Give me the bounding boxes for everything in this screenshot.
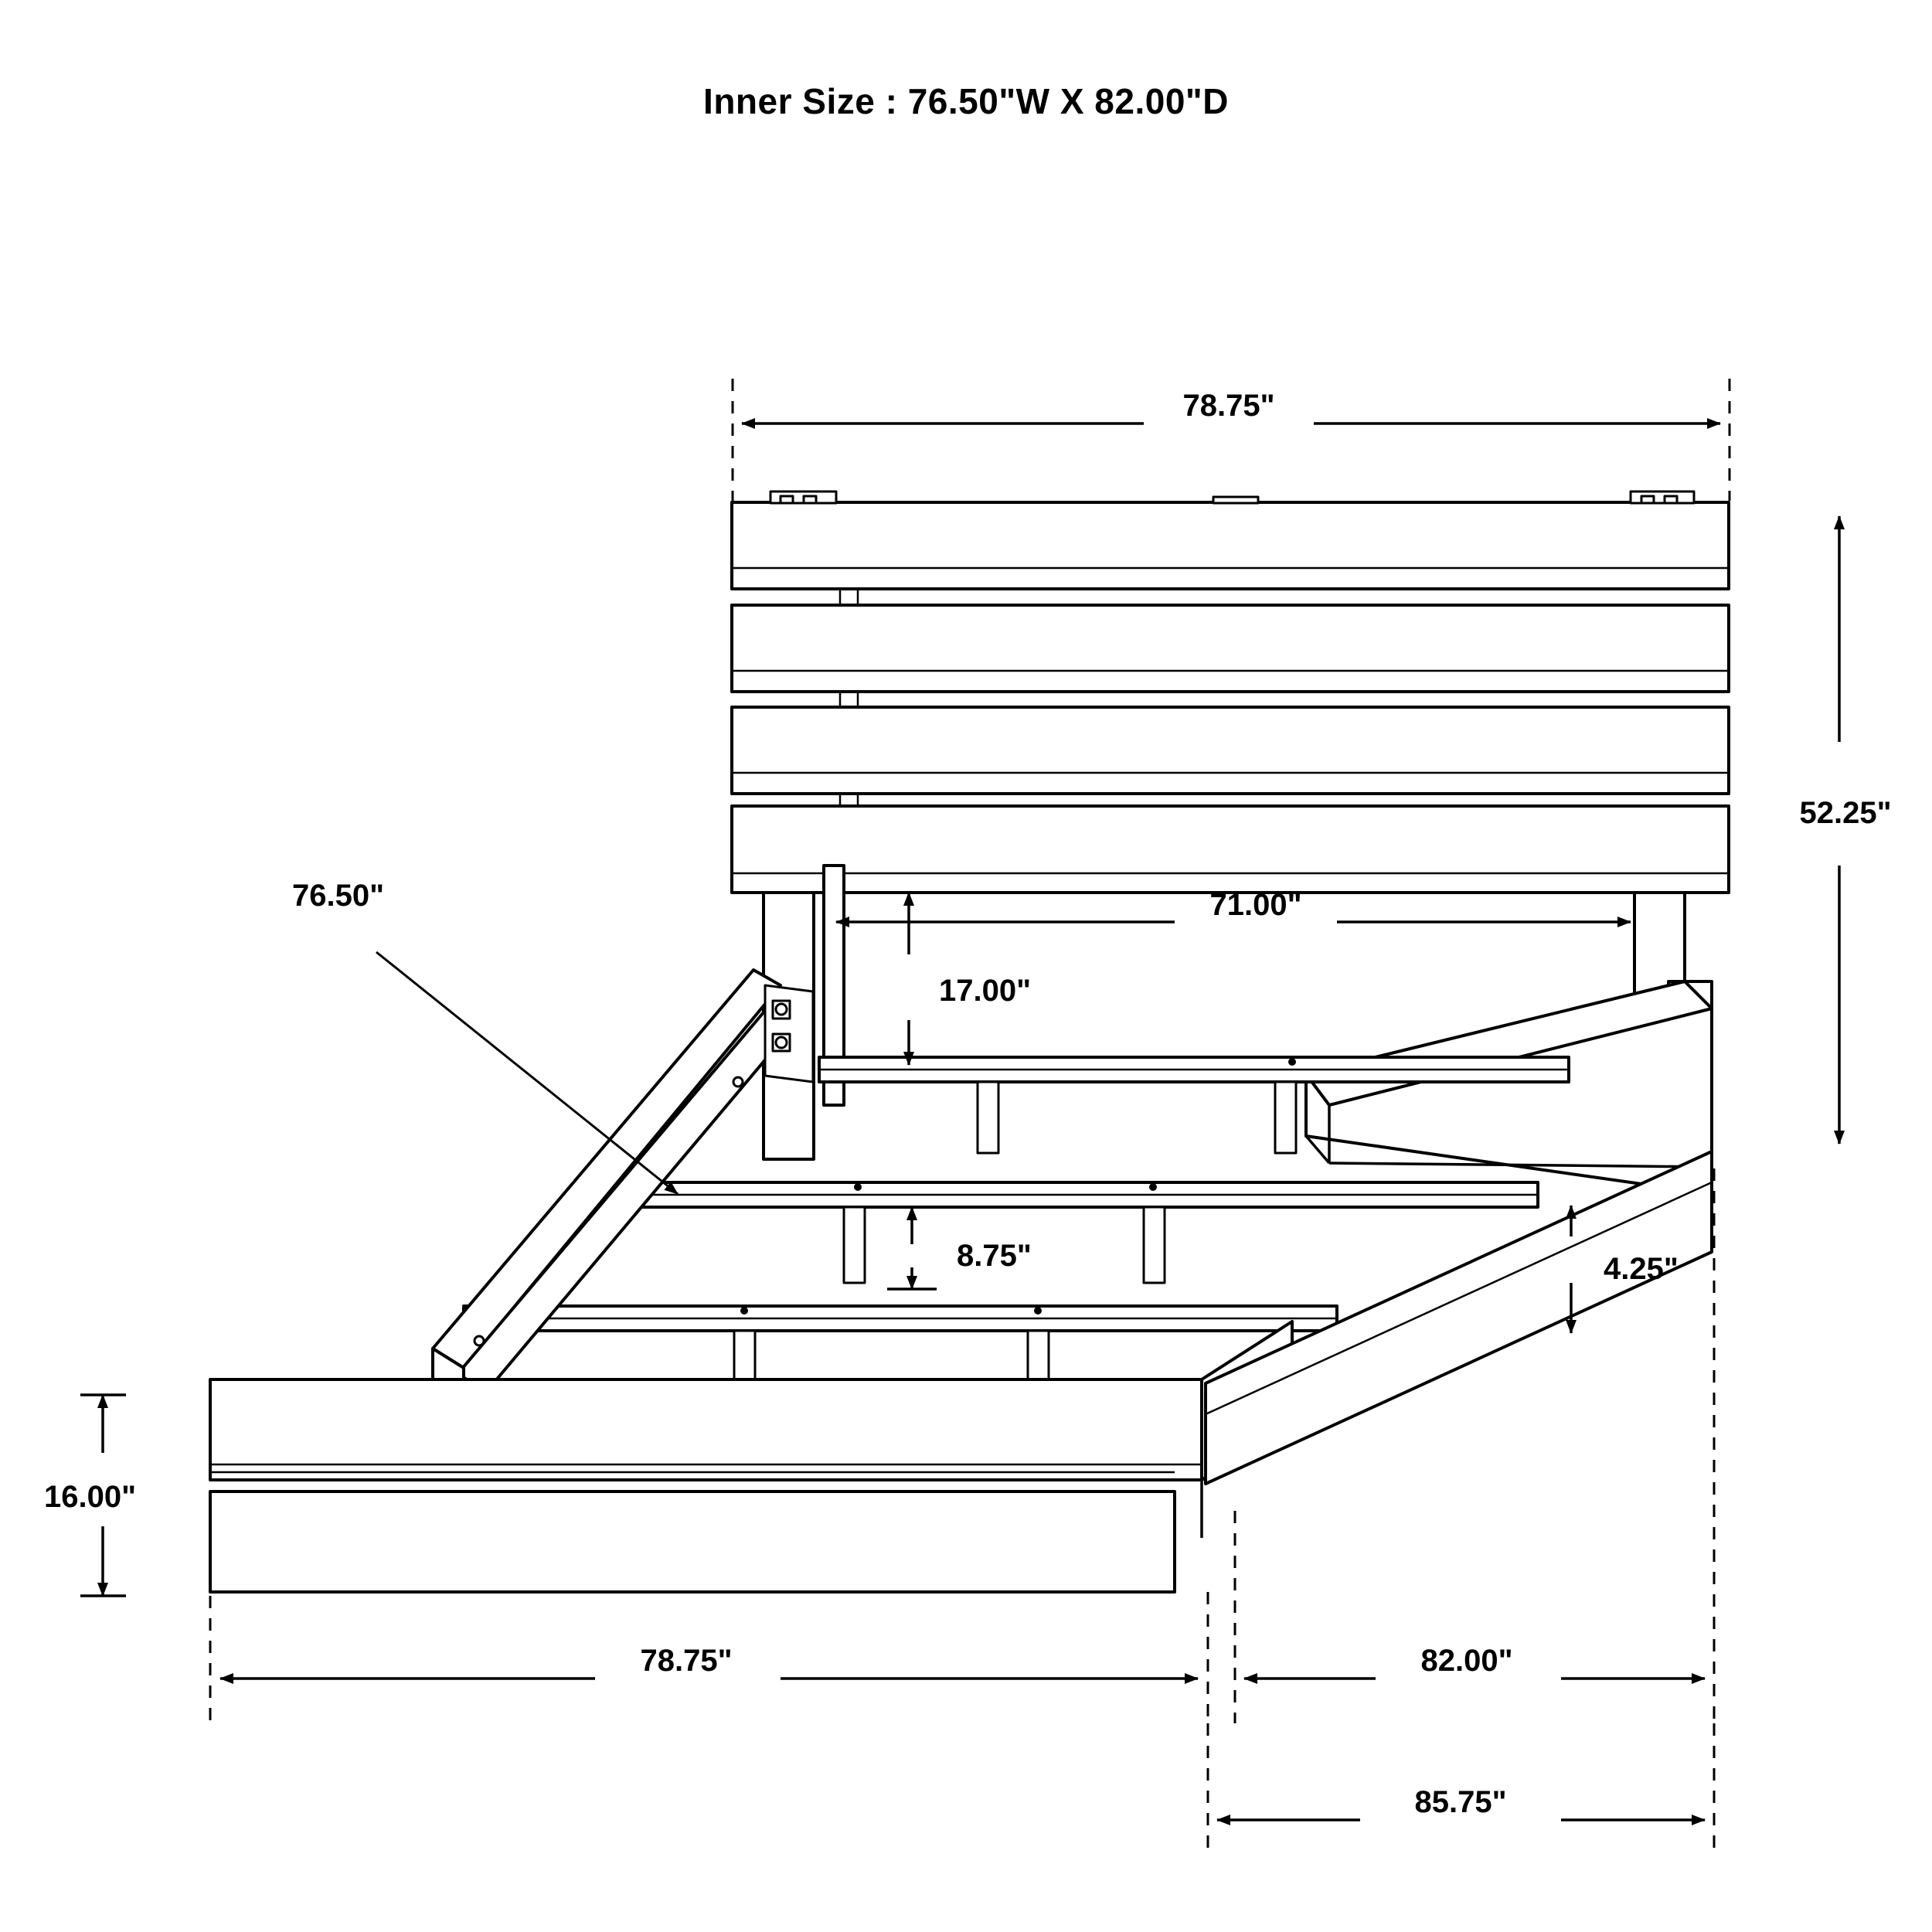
- dimension-footboard-height: [44, 1395, 136, 1596]
- right-side-rail: [1306, 981, 1712, 1190]
- dim-label-17-00: 17.00": [939, 974, 1032, 1008]
- dim-label-78-75-top: 78.75": [1182, 389, 1275, 423]
- dim-label-16-00: 16.00": [44, 1480, 137, 1514]
- product-illustration: [210, 492, 1729, 1592]
- dim-label-8-75: 8.75": [957, 1239, 1032, 1273]
- dimension-overall-height: [1799, 516, 1891, 1144]
- dim-label-52-25: 52.25": [1799, 796, 1892, 830]
- dim-label-85-75: 85.75": [1414, 1785, 1507, 1819]
- page-title: Inner Size : 76.50"W X 82.00"D: [703, 81, 1229, 121]
- dimension-headboard-width: [733, 379, 1730, 501]
- dim-label-71-00: 71.00": [1209, 888, 1302, 922]
- dimension-slat-clearance: [887, 1207, 1032, 1289]
- dimension-side-rail-callout: [292, 879, 678, 1194]
- headboard-panel: [732, 492, 1729, 893]
- dimension-footboard-width: [210, 1592, 1208, 1723]
- dimension-overall-depth: [1208, 1723, 1714, 1855]
- dimension-headboard-gap-height: [909, 893, 1031, 1065]
- dim-label-78-75-bottom: 78.75": [640, 1644, 733, 1678]
- dim-label-4-25: 4.25": [1604, 1252, 1679, 1286]
- dim-label-76-50: 76.50": [292, 879, 385, 913]
- dim-label-82-00: 82.00": [1420, 1644, 1513, 1678]
